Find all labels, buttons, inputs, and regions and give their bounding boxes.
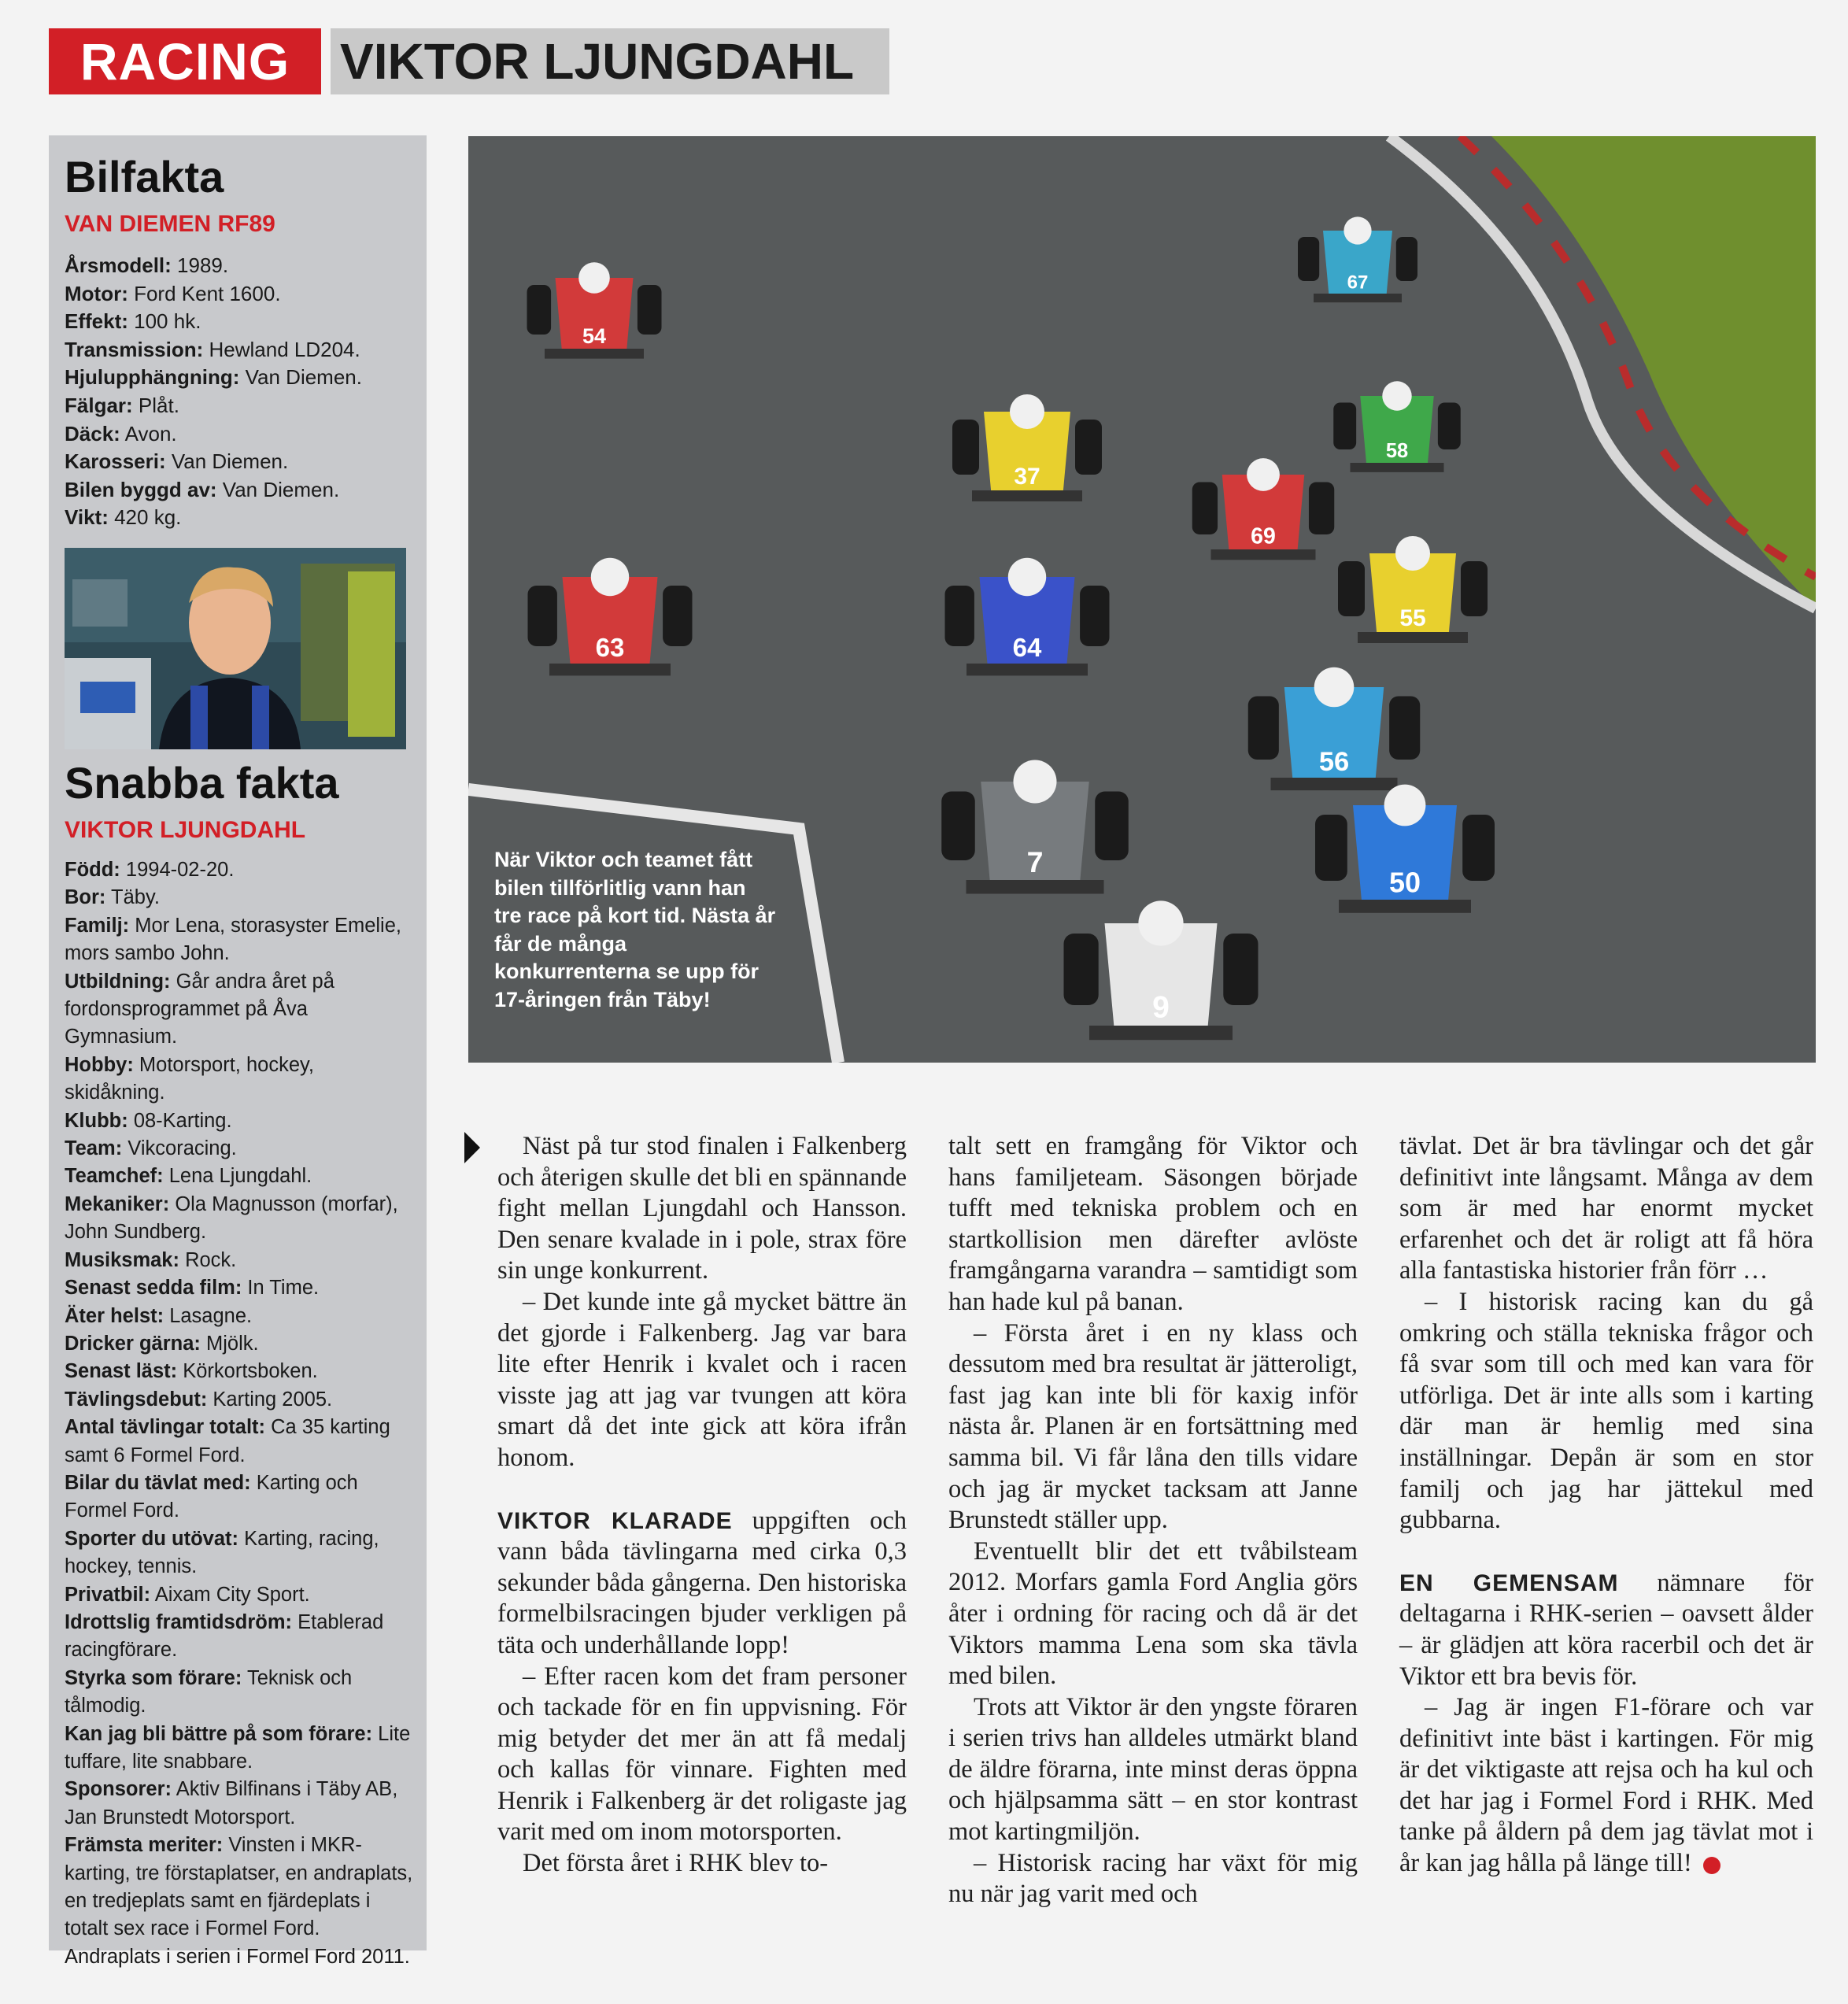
car-number: 63 — [595, 633, 625, 663]
fact-label: Bilen byggd av: — [65, 477, 217, 501]
fact-label: Främsta meriter: — [65, 1834, 224, 1857]
fact-row — [65, 1832, 417, 1971]
fact-row — [65, 1609, 417, 1665]
fact-row — [65, 336, 417, 364]
fact-row — [65, 1721, 417, 1777]
fact-row — [65, 252, 417, 280]
fact-label: Styrka som förare: — [65, 1666, 242, 1689]
fact-label: Privatbil: — [65, 1583, 151, 1606]
fact-label: Effekt: — [65, 309, 128, 334]
fact-value: Karting, racing, hockey, tennis. — [65, 1527, 379, 1578]
fact-value: Ca 35 karting samt 6 Formel Ford. — [65, 1416, 390, 1466]
article-column-2 — [948, 1131, 1358, 1910]
paragraph: talt sett en framgång för Viktor och hans familjeteam. Säsongen började tufft med tekniska problem och en startkollision men därefter avlöste framgångarna varandra – samtidigt som han hade kul på banan. — [948, 1132, 1358, 1316]
fact-label: Karosseri: — [65, 449, 166, 474]
paragraph: Eventuellt blir det ett tvåbilsteam 2012. Morfars gamla Ford Anglia görs åter i ordning för racing och då är det Viktors mamma Lena som ska tävla med bilen. — [948, 1536, 1358, 1691]
fact-row — [65, 856, 417, 884]
fact-label: Äter helst: — [65, 1304, 164, 1327]
fact-row — [65, 1414, 417, 1470]
fact-label: Sporter du utövat: — [65, 1527, 238, 1550]
fact-row — [65, 1358, 417, 1385]
fact-row — [65, 1191, 417, 1247]
car-facts-heading: Bilfakta — [65, 152, 224, 202]
fact-value: Aktiv Bilfinans i Täby AB, Jan Brunstedt Motorsport. — [65, 1778, 398, 1828]
car-number: 67 — [1347, 272, 1369, 294]
fact-value: Van Diemen. — [165, 449, 289, 474]
fact-value: 08-Karting. — [128, 1109, 232, 1132]
page-title: VIKTOR LJUNGDAHL — [331, 28, 889, 94]
fact-row — [65, 280, 417, 309]
fact-value: 420 kg. — [108, 505, 182, 530]
fact-label: Familj: — [65, 914, 130, 937]
paragraph: – I historisk racing kan du gå omkring och ställa tekniska frågor och få svar som till och med kan vara för utförliga. Det är inte alls som i karting där man är hemlig med sina inställningar. Depån är som en stor familj och jag har jättekul med gubbarna. — [1399, 1287, 1813, 1535]
car-number: 64 — [1012, 633, 1042, 663]
fact-label: Sponsorer: — [65, 1778, 172, 1801]
fact-label: Klubb: — [65, 1109, 128, 1132]
fact-value: In Time. — [242, 1277, 320, 1300]
continue-arrow-icon — [463, 1129, 482, 1167]
fact-label: Antal tävlingar totalt: — [65, 1416, 266, 1439]
quick-facts-list — [65, 856, 417, 1971]
paragraph: Det första året i RHK blev to- — [523, 1849, 829, 1878]
fact-row — [65, 884, 417, 911]
fact-label: Årsmodell: — [65, 253, 172, 277]
car-number: 9 — [1152, 990, 1170, 1025]
car-number: 69 — [1251, 523, 1276, 549]
fact-label: Fälgar: — [65, 393, 133, 417]
fact-label: Transmission: — [65, 337, 204, 361]
driver-name: VIKTOR LJUNGDAHL — [65, 817, 306, 843]
fact-label: Team: — [65, 1137, 123, 1160]
fact-value: Lena Ljungdahl. — [163, 1165, 312, 1188]
fact-value: Mjölk. — [200, 1332, 259, 1355]
fact-label: Dricker gärna: — [65, 1332, 201, 1355]
fact-row — [65, 1581, 417, 1609]
fact-label: Bor: — [65, 886, 106, 909]
fact-value: Motorsport, hockey, skidåkning. — [65, 1053, 314, 1104]
fact-row — [65, 392, 417, 420]
fact-row — [65, 504, 417, 532]
fact-label: Kan jag bli bättre på som förare: — [65, 1722, 373, 1745]
fact-label: Senast läst: — [65, 1360, 178, 1383]
fact-row — [65, 1163, 417, 1190]
fact-row — [65, 448, 417, 476]
fact-label: Hjulupphängning: — [65, 365, 240, 390]
fact-row — [65, 476, 417, 505]
fact-row — [65, 1247, 417, 1274]
fact-value: 1989. — [171, 253, 229, 277]
fact-label: Född: — [65, 859, 120, 881]
car-model: VAN DIEMEN RF89 — [65, 211, 275, 237]
car-number: 37 — [1014, 464, 1040, 490]
fact-value: Rock. — [179, 1248, 237, 1271]
fact-value: Karting och Formel Ford. — [65, 1471, 358, 1522]
fact-label: Senast sedda film: — [65, 1277, 242, 1300]
fact-label: Däck: — [65, 421, 120, 446]
fact-value: Teknisk och tålmodig. — [65, 1666, 353, 1717]
paragraph: – Historisk racing har växt för mig nu när jag varit med och — [948, 1848, 1358, 1909]
fact-value: Lasagne. — [164, 1304, 253, 1327]
fact-row — [65, 1665, 417, 1721]
fact-label: Tävlingsdebut: — [65, 1388, 208, 1411]
fact-value: 100 hk. — [128, 309, 201, 334]
paragraph: – Det kunde inte gå mycket bättre än det gjorde i Falkenberg. Jag var bara lite efter Henrik i kvalet och i racen visste jag att jag var tvungen att köra smart då det inte gick att köra ifrån honom. — [497, 1287, 907, 1472]
end-mark-icon — [1703, 1857, 1720, 1874]
fact-value: Hewland LD204. — [203, 337, 360, 361]
fact-value: Van Diemen. — [216, 477, 340, 501]
fact-value: Ola Magnusson (morfar), John Sundberg. — [65, 1192, 398, 1244]
fact-row — [65, 968, 417, 1052]
article-column-1 — [497, 1131, 907, 1880]
driver-portrait-image — [65, 548, 406, 749]
fact-value: Vikcoracing. — [122, 1137, 237, 1160]
fact-value: Vinsten i MKR-karting, tre förstaplatser, en andraplats, en tredjeplats samt en fjärdeplats i totalt sex race i Formel Ford. Andraplats i serien i Formel Ford 2011. — [65, 1834, 413, 1968]
driver-portrait — [65, 548, 406, 749]
fact-value: Ford Kent 1600. — [128, 281, 281, 305]
fact-row — [65, 1135, 417, 1163]
photo-caption: När Viktor och teamet fått bilen tillförlitlig vann han tre race på kort tid. Nästa år får de många konkurrenterna se upp för 17-åringen från Täby! — [494, 848, 776, 1011]
fact-label: Idrottslig framtidsdröm: — [65, 1610, 293, 1633]
fact-value: Körkortsboken. — [177, 1360, 318, 1383]
fact-value: 1994-02-20. — [120, 859, 235, 881]
paragraph: – Efter racen kom det fram personer och tackade för en fin uppvisning. För mig betyder det mer än att få medalj och kallas för vinnare. Fighten med Henrik i Falkenberg är det roligaste jag varit med om inom motorsporten. — [497, 1662, 907, 1847]
fact-label: Bilar du tävlat med: — [65, 1471, 251, 1494]
lead-in: VIKTOR KLARADE — [497, 1507, 733, 1534]
fact-row — [65, 1386, 417, 1414]
paragraph: – Första året i en ny klass och dessutom med bra resultat är jätteroligt, fast jag kan inte bli för kaxig inför nästa år. Planen är en fortsättning med samma bil. Vi får låna den tills vidare och jag är mycket tacksam att Janne Brunstedt ställer upp. — [948, 1318, 1358, 1535]
fact-label: Vikt: — [65, 505, 109, 530]
fact-label: Utbildning: — [65, 970, 171, 993]
paragraph: Näst på tur stod finalen i Falkenberg och återigen skulle det bli en spännande fight mellan Ljungdahl och Hansson. Den senare kvalade in i pole, strax före sin unge konkurrent. — [497, 1132, 907, 1285]
fact-row — [65, 1274, 417, 1302]
car-facts-list — [65, 252, 417, 532]
car-number: 7 — [1026, 845, 1044, 878]
paragraph: tävlat. Det är bra tävlingar och det går definitivt inte långsamt. Många av dem som är med har enormt mycket erfarenhet och det är roligt att få höra alla fantastiska historier från förr … — [1399, 1132, 1813, 1285]
fact-row — [65, 1052, 417, 1107]
car-number: 56 — [1318, 746, 1350, 777]
fact-label: Mekaniker: — [65, 1192, 170, 1215]
fact-row — [65, 1525, 417, 1581]
article-column-3 — [1399, 1131, 1813, 1880]
paragraph: EN GEMENSAM nämnare för deltagarna i RHK-serien – oavsett ålder – är glädjen att köra racerbil och det är Viktor ett bra bevis för. — [1399, 1568, 1813, 1691]
fact-row — [65, 1303, 417, 1330]
fact-row — [65, 912, 417, 968]
fact-value: Går andra året på fordonsprogrammet på Åva Gymnasium. — [65, 970, 334, 1048]
fact-row — [65, 308, 417, 336]
lead-in: EN GEMENSAM — [1399, 1570, 1619, 1596]
fact-value: Karting 2005. — [207, 1388, 333, 1411]
fact-value: Van Diemen. — [239, 365, 362, 390]
paragraph: – Jag är ingen F1-förare och var definitivt inte bäst i kartingen. För mig är det viktigaste att rejsa och ha kul och det har jag i Formel Ford i RHK. Med tanke på åldern på dem jag tävlat mot i år kan jag hålla på länge till! — [1399, 1693, 1813, 1878]
car-number: 54 — [582, 324, 607, 348]
fact-row — [65, 1330, 417, 1358]
fact-value: Plåt. — [132, 393, 179, 417]
car-number: 55 — [1399, 605, 1426, 631]
fact-value: Mor Lena, storasyster Emelie, mors sambo John. — [65, 914, 401, 965]
fact-label: Musiksmak: — [65, 1248, 179, 1271]
paragraph: Trots att Viktor är den yngste föraren i serien trivs han alldeles utmärkt bland de äldre förarna, inte minst deras öppna och hjälpsamma sätt – en stor kontrast mot kartingmiljön. — [948, 1692, 1358, 1847]
fact-label: Teamchef: — [65, 1165, 164, 1188]
car-number: 58 — [1385, 440, 1409, 463]
paragraph: VIKTOR KLARADE uppgiften och vann båda tävlingarna med cirka 0,3 sekunder båda gångerna. Den historiska formelbilsracingen bjuder verkligen på täta och underhållande lopp! — [497, 1506, 907, 1659]
fact-label: Motor: — [65, 281, 128, 305]
fact-value: Aixam City Sport. — [150, 1583, 310, 1606]
fact-value: Etablerad racingförare. — [65, 1610, 384, 1662]
car-number: 50 — [1388, 866, 1421, 899]
fact-row — [65, 1107, 417, 1135]
fact-label: Hobby: — [65, 1053, 134, 1076]
fact-value: Lite tuffare, lite snabbare. — [65, 1722, 411, 1773]
fact-value: Täby. — [105, 886, 160, 909]
quick-facts-heading: Snabba fakta — [65, 758, 339, 808]
fact-row — [65, 1470, 417, 1525]
section-label: RACING — [49, 28, 321, 94]
fact-row — [65, 364, 417, 392]
fact-row — [65, 420, 417, 449]
fact-sidebar — [49, 135, 427, 1968]
fact-value: Avon. — [120, 421, 177, 446]
fact-row — [65, 1776, 417, 1832]
